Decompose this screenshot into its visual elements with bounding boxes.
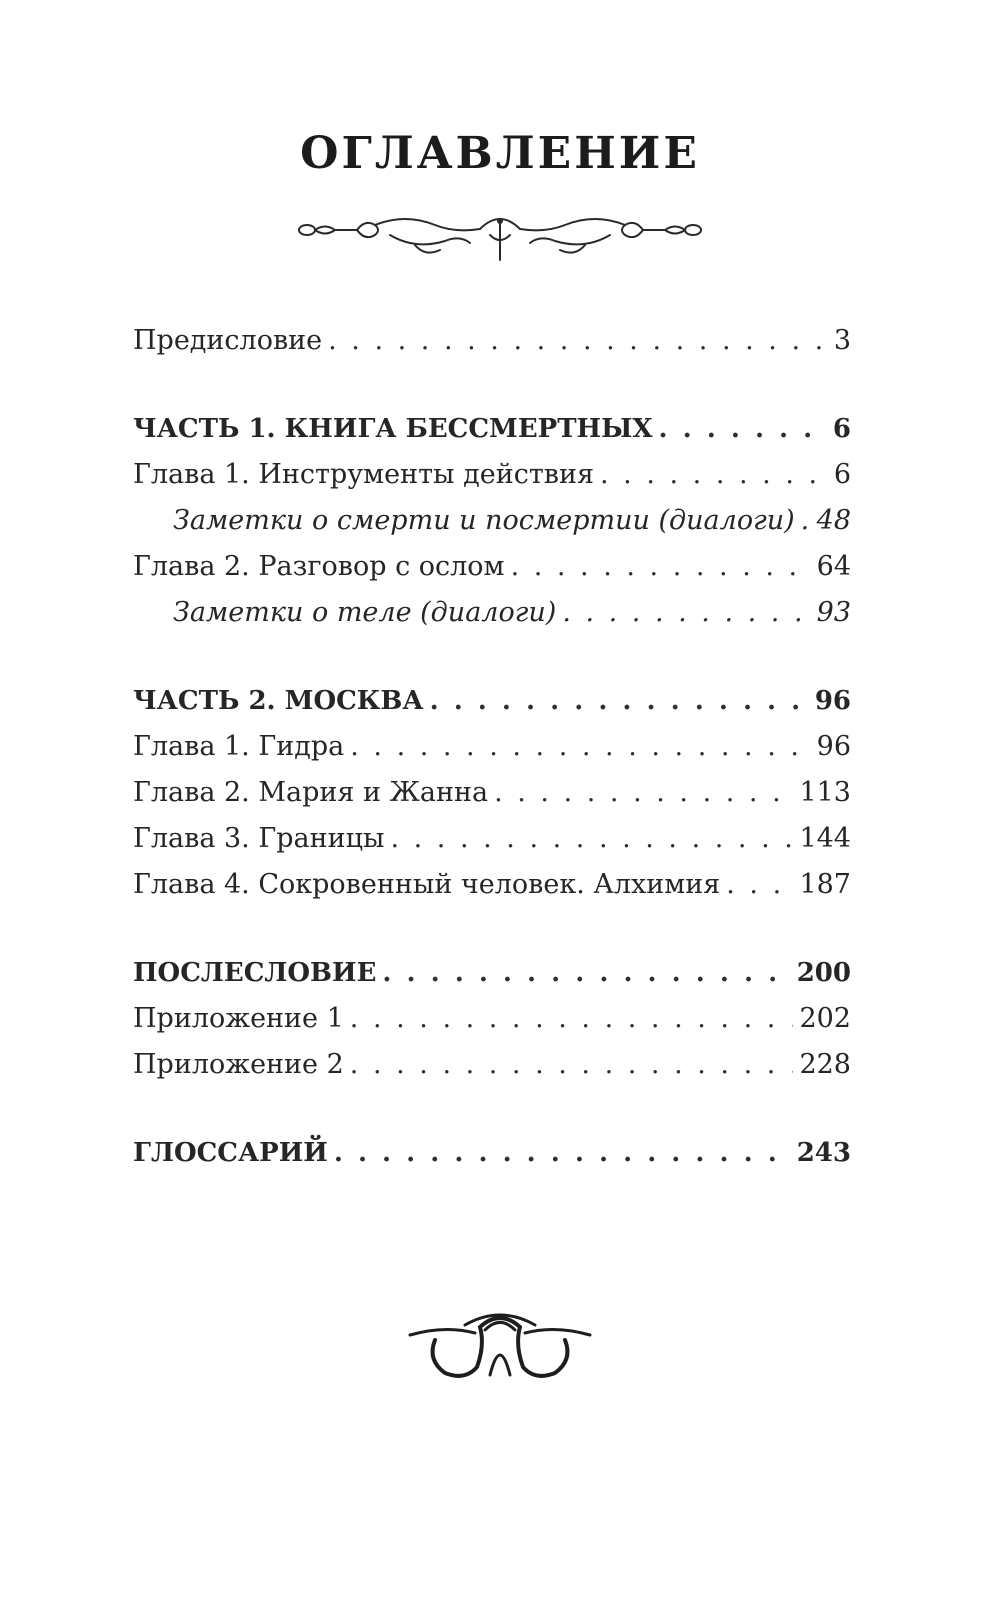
toc-entry-title: ЧАСТЬ 1. КНИГА БЕССМЕРТНЫХ [133, 414, 653, 444]
toc-entry-title: Глава 3. Границы [133, 823, 385, 854]
toc-entry-page: 64 [816, 551, 851, 582]
toc-entry-title: ЧАСТЬ 2. МОСКВА [133, 686, 424, 716]
toc-entry-page: 3 [833, 325, 851, 356]
toc-entry-preface[interactable] [133, 318, 851, 364]
ornament-divider-icon [295, 205, 705, 265]
dot-leader [562, 590, 810, 636]
toc-entry-page: 243 [796, 1138, 851, 1168]
toc-entry-page: 48 [816, 505, 851, 536]
toc-entry-page: 113 [799, 777, 851, 808]
dot-leader [494, 770, 793, 816]
toc-entry-part1-notes-death[interactable] [133, 498, 851, 544]
dot-leader [511, 544, 811, 590]
dot-leader [350, 1042, 794, 1088]
toc-entry-part2-chapter1[interactable] [133, 724, 851, 770]
toc-entry-afterword[interactable] [133, 950, 851, 996]
toc-entry-part2-chapter3[interactable] [133, 816, 851, 862]
toc-entry-page: 200 [796, 958, 851, 988]
toc-entry-title: Глава 2. Разговор с ослом [133, 551, 505, 582]
toc-entry-page: 228 [799, 1049, 851, 1080]
toc-entry-title: Предисловие [133, 325, 323, 356]
toc-entry-title: Глава 2. Мария и Жанна [133, 777, 489, 808]
dot-leader [328, 318, 828, 364]
toc-entry-part1-notes-body[interactable] [133, 590, 851, 636]
toc-entry-part1-chapter2[interactable] [133, 544, 851, 590]
toc-entry-page: 6 [832, 414, 851, 444]
dot-leader [390, 816, 793, 862]
toc-entry-title: ПОСЛЕСЛОВИЕ [133, 958, 377, 988]
toc-entry-appendix-1[interactable] [133, 996, 851, 1042]
toc-entry-appendix-2[interactable] [133, 1042, 851, 1088]
toc-entry-title: Заметки о смерти и посмертии (диалоги) [173, 505, 795, 536]
toc-entry-page: 6 [833, 459, 851, 490]
toc-entry-part2-chapter2[interactable] [133, 770, 851, 816]
dot-leader [334, 1130, 791, 1176]
toc-entry-title: ГЛОССАРИЙ [133, 1138, 328, 1168]
toc-entry-title: Заметки о теле (диалоги) [173, 597, 557, 628]
toc-entry-page: 144 [799, 823, 851, 854]
toc-entry-title: Глава 1. Инструменты действия [133, 459, 594, 490]
toc-entry-page: 93 [816, 597, 851, 628]
toc-entry-page: 96 [816, 731, 851, 762]
table-of-contents [133, 318, 851, 1176]
toc-entry-page: 202 [799, 1003, 851, 1034]
toc-entry-part-2[interactable] [133, 678, 851, 724]
toc-entry-title: Глава 4. Сокровенный человек. Алхимия [133, 869, 721, 900]
toc-entry-title: Приложение 2 [133, 1049, 344, 1080]
toc-entry-title: Приложение 1 [133, 1003, 344, 1034]
dot-leader [659, 406, 827, 452]
dot-leader [600, 452, 828, 498]
dot-leader [350, 724, 810, 770]
toc-entry-title: Глава 1. Гидра [133, 731, 345, 762]
dot-leader [430, 678, 809, 724]
toc-entry-page: 96 [814, 686, 851, 716]
toc-entry-part1-chapter1[interactable] [133, 452, 851, 498]
dot-leader [382, 950, 790, 996]
dot-leader [801, 498, 811, 544]
toc-entry-part-1[interactable] [133, 406, 851, 452]
dot-leader [726, 862, 793, 908]
ornament-flourish-icon [405, 1305, 595, 1385]
toc-entry-part2-chapter4[interactable] [133, 862, 851, 908]
page-title: ОГЛАВЛЕНИЕ [300, 128, 700, 179]
toc-entry-glossary[interactable] [133, 1130, 851, 1176]
dot-leader [350, 996, 794, 1042]
toc-entry-page: 187 [799, 869, 851, 900]
